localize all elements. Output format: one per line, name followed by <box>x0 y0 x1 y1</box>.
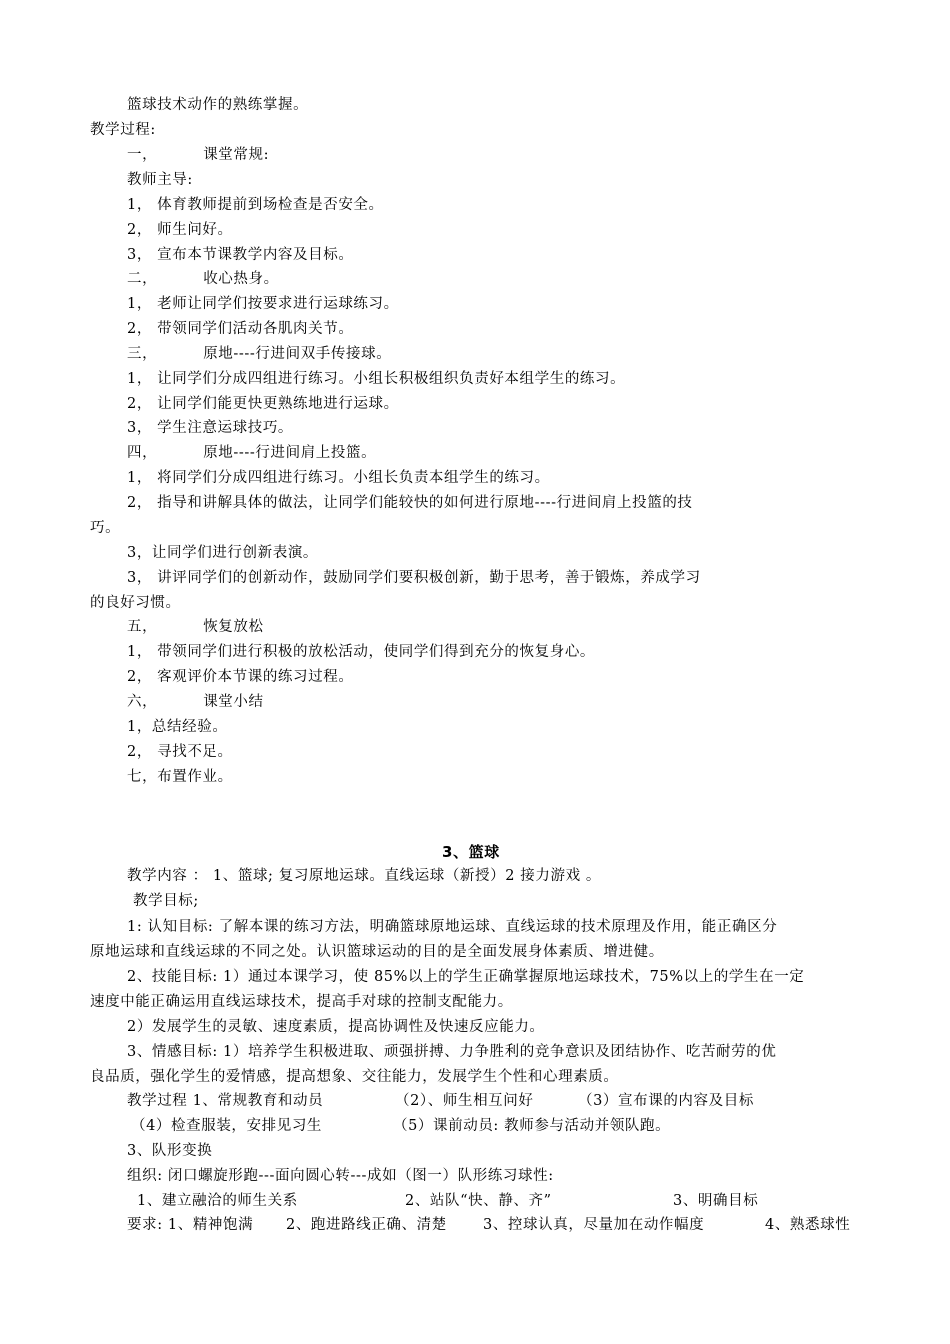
formation-title: 3、队形变换 <box>127 1143 213 1159</box>
paragraph-line: 速度中能正确运用直线运球技术，提高手对球的控制支配能力。 <box>90 994 513 1010</box>
paragraph-line: 2）发展学生的灵敏、速度素质，提高协调性及快速反应能力。 <box>127 1019 545 1035</box>
list-item: 1， 体育教师提前到场检查是否安全。 <box>127 197 384 213</box>
org-item: 1、建立融洽的师生关系 <box>137 1193 298 1209</box>
requirement-item: 要求: 1、精神饱满 <box>127 1217 254 1233</box>
part-heading: 四， 原地----行进间肩上投篮。 <box>127 445 377 461</box>
process-item: （4）检查服装，安排见习生 <box>131 1118 323 1134</box>
list-item: 1， 将同学们分成四组进行练习。小组长负责本组学生的练习。 <box>127 470 550 486</box>
list-item: 2， 指导和讲解具体的做法，让同学们能较快的如何进行原地----行进间肩上投篮的技 <box>127 495 693 511</box>
part-heading: 五， 恢复放松 <box>127 619 264 635</box>
list-item-continuation: 的良好习惯。 <box>90 595 181 611</box>
org-item: 3、明确目标 <box>673 1193 759 1209</box>
requirement-item: 4、熟悉球性 <box>765 1217 851 1233</box>
list-item: 3， 学生注意运球技巧。 <box>127 420 294 436</box>
process-title: 教学过程: <box>90 122 156 138</box>
part-heading: 二， 收心热身。 <box>127 271 279 287</box>
content-line: 教学内容 ： 1、篮球; 复习原地运球。直线运球（新授）2 接力游戏 。 <box>127 868 601 884</box>
process-item: （3）宣布课的内容及目标 <box>578 1093 754 1109</box>
intro-line: 篮球技术动作的熟练掌握。 <box>127 97 309 113</box>
objectives-title: 教学目标; <box>133 893 199 909</box>
paragraph-line: 2、技能目标: 1）通过本课学习，使 85%以上的学生正确掌握原地运球技术，75%以上的学生在一定 <box>127 969 805 985</box>
section-heading: 3、篮球 <box>442 843 500 861</box>
paragraph-line: 良品质，强化学生的爱情感，提高想象、交往能力，发展学生个性和心理素质。 <box>90 1069 619 1085</box>
list-item-continuation: 巧。 <box>90 520 121 536</box>
list-item: 2， 师生问好。 <box>127 222 233 238</box>
process-item: 教学过程 1、常规教育和动员 <box>127 1093 324 1109</box>
list-item: 2， 让同学们能更快更熟练地进行运球。 <box>127 396 399 412</box>
requirement-item: 2、跑进路线正确、清楚 <box>286 1217 447 1233</box>
process-item: （5）课前动员: 教师参与活动并领队跑。 <box>393 1118 671 1134</box>
part-heading: 七，布置作业。 <box>127 769 233 785</box>
list-item: 1， 老师让同学们按要求进行运球练习。 <box>127 296 399 312</box>
part-heading: 六， 课堂小结 <box>127 694 264 710</box>
list-item: 3，让同学们进行创新表演。 <box>127 545 319 561</box>
paragraph-line: 1: 认知目标: 了解本课的练习方法，明确篮球原地运球、直线运球的技术原理及作用，能正确区分 <box>127 919 778 935</box>
list-item: 1， 带领同学们进行积极的放松活动，使同学们得到充分的恢复身心。 <box>127 644 596 660</box>
list-item: 2， 带领同学们活动各肌肉关节。 <box>127 321 354 337</box>
teacher-lead: 教师主导: <box>127 172 193 188</box>
organize-line: 组织: 闭口螺旋形跑---面向圆心转---成如（图一）队形练习球性: <box>127 1168 554 1184</box>
process-item: （2）、师生相互问好 <box>395 1093 534 1109</box>
paragraph-line: 3、情感目标: 1）培养学生积极进取、顽强拼搏、力争胜利的竞争意识及团结协作、吃苦耐劳的优 <box>127 1044 777 1060</box>
part-heading: 一， 课堂常规: <box>127 147 270 163</box>
list-item: 2， 寻找不足。 <box>127 744 233 760</box>
list-item: 2， 客观评价本节课的练习过程。 <box>127 669 354 685</box>
list-item: 1，总结经验。 <box>127 719 228 735</box>
requirement-item: 3、控球认真，尽量加在动作幅度 <box>483 1217 705 1233</box>
list-item: 1， 让同学们分成四组进行练习。小组长积极组织负责好本组学生的练习。 <box>127 371 626 387</box>
paragraph-line: 原地运球和直线运球的不同之处。认识篮球运动的目的是全面发展身体素质、增进健。 <box>90 944 664 960</box>
org-item: 2、站队“快、静、齐” <box>405 1193 552 1209</box>
list-item: 3， 宣布本节课教学内容及目标。 <box>127 247 354 263</box>
part-heading: 三， 原地----行进间双手传接球。 <box>127 346 392 362</box>
list-item: 3， 讲评同学们的创新动作，鼓励同学们要积极创新，勤于思考，善于锻炼，养成学习 <box>127 570 701 586</box>
